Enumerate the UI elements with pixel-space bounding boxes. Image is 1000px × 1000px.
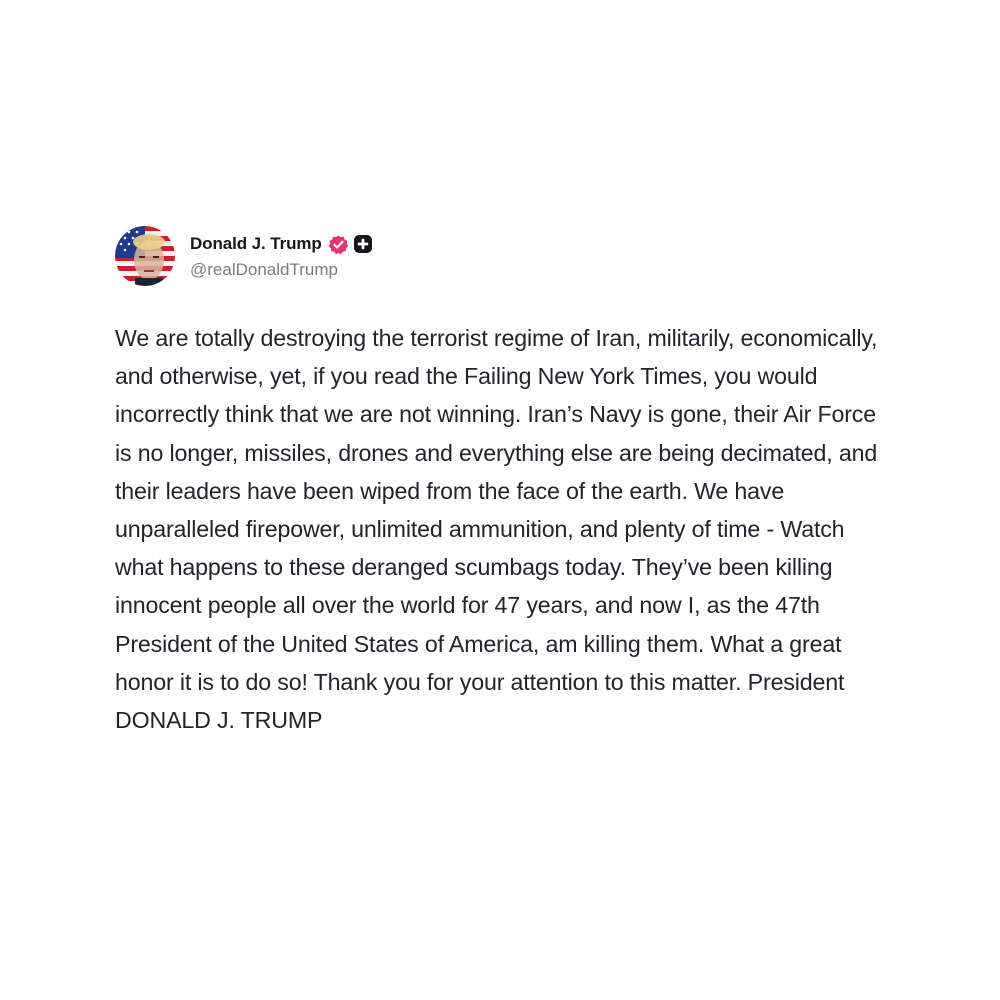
name-row: [190, 232, 373, 256]
handle[interactable]: @realDonaldTrump: [190, 260, 338, 279]
avatar[interactable]: [115, 226, 175, 286]
plus-badge-icon: [353, 234, 373, 254]
verified-badge-icon: [328, 234, 349, 255]
display-name[interactable]: Donald J. Trump: [190, 234, 322, 253]
post-header: [115, 226, 895, 286]
post-card: [115, 226, 895, 739]
avatar-flag-portrait-icon: [115, 226, 175, 286]
post-text: We are totally destroying the terrorist regime of Iran, militarily, economically, and otherwise, yet, if you read the Failing New York Times, you would incorrectly think that we are not winning. Iran’s Navy is gone, their Air Force is no longer, missiles, drones and everything else are being decimated, and their leaders have been wiped from the face of the earth. We have unparalleled firepower, unlimited ammunition, and plenty of time - Watch what happens to these deranged scumbags today. They’ve been killing innocent people all over the world for 47 years, and now I, as the 47th President of the United States of America, am killing them. What a great honor it is to do so! Thank you for your attention to this matter. President DONALD J. TRUMP: [115, 325, 878, 734]
author-block: [190, 232, 373, 280]
